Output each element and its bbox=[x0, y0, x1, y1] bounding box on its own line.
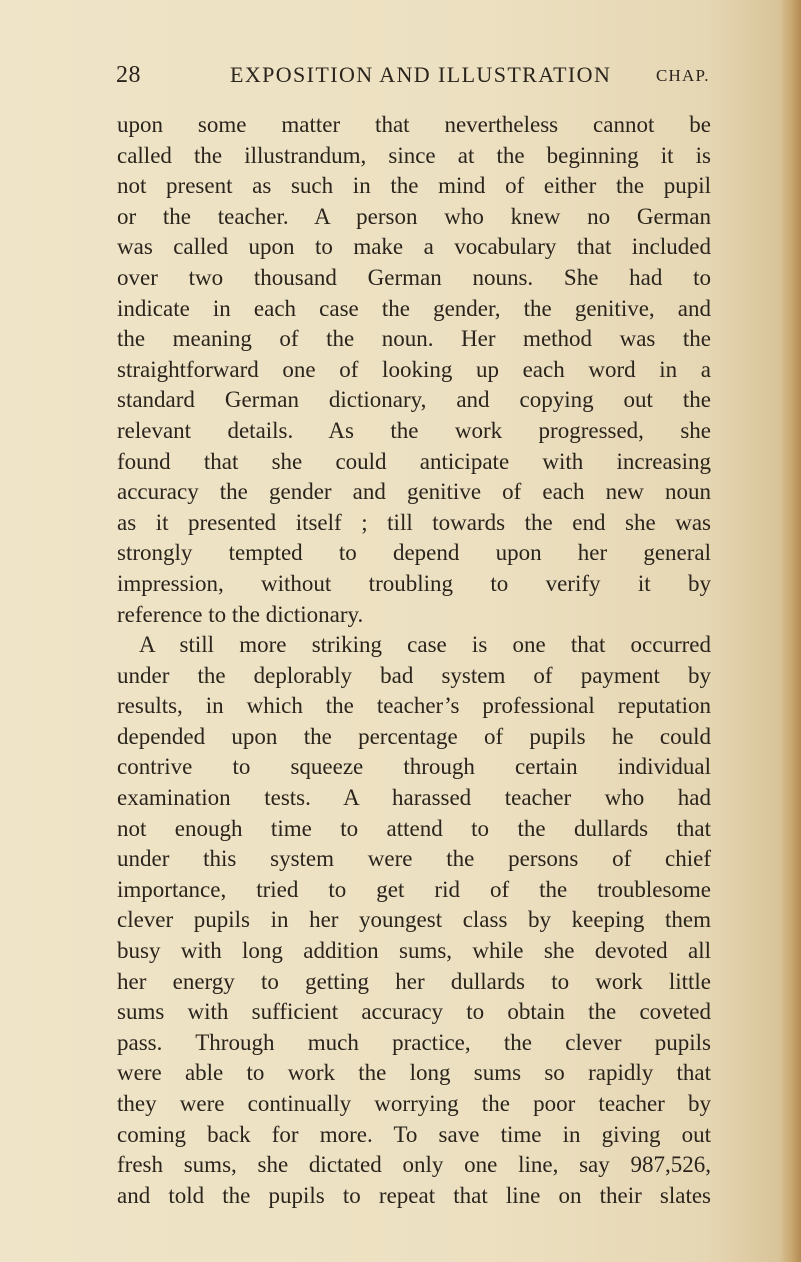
text-line: were able to work the long sums so rapidly that bbox=[117, 1060, 711, 1086]
text-line: over two thousand German nouns. She had to bbox=[117, 264, 711, 290]
text-line: examination tests. A harassed teacher who had bbox=[117, 785, 711, 811]
text-line: upon some matter that nevertheless cannot be bbox=[117, 112, 711, 137]
text-line: the meaning of the noun. Her method was the bbox=[117, 326, 711, 352]
text-line: contrive to squeeze through certain individual bbox=[117, 754, 711, 780]
text-line: impression, without troubling to verify it by bbox=[117, 570, 711, 596]
page-edge-shadow bbox=[781, 0, 801, 1262]
text-line: under the deplorably bad system of payment by bbox=[117, 662, 711, 688]
page-header bbox=[116, 62, 710, 92]
text-line: standard German dictionary, and copying out the bbox=[117, 387, 711, 413]
text-line: importance, tried to get rid of the troublesome bbox=[117, 876, 711, 902]
text-line: sums with sufficient accuracy to obtain the coveted bbox=[117, 999, 711, 1025]
text-line: not present as such in the mind of either the pupil bbox=[117, 173, 711, 199]
text-line: was called upon to make a vocabulary that included bbox=[117, 234, 711, 260]
text-line: pass. Through much practice, the clever pupils bbox=[117, 1029, 711, 1055]
text-line: accuracy the gender and genitive of each new noun bbox=[117, 479, 711, 505]
text-line: found that she could anticipate with increasing bbox=[117, 448, 711, 474]
text-line: depended upon the percentage of pupils he could bbox=[117, 723, 711, 749]
page-number: 28 bbox=[116, 62, 141, 88]
text-line: as it presented itself ; till towards the end she was bbox=[117, 509, 711, 535]
text-line: they were continually worrying the poor teacher by bbox=[117, 1091, 711, 1116]
text-line: relevant details. As the work progressed, she bbox=[117, 417, 711, 443]
text-line: under this system were the persons of chief bbox=[117, 846, 711, 872]
text-line: fresh sums, she dictated only one line, say 987,526, bbox=[117, 1152, 711, 1178]
text-line: results, in which the teacher’s professional reputation bbox=[117, 693, 711, 719]
text-line: not enough time to attend to the dullards that bbox=[117, 815, 711, 841]
text-line: coming back for more. To save time in giving out bbox=[117, 1121, 711, 1147]
text-line: or the teacher. A person who knew no German bbox=[117, 203, 711, 229]
text-line: indicate in each case the gender, the genitive, and bbox=[117, 295, 711, 321]
text-line: and told the pupils to repeat that line on their slates bbox=[117, 1182, 711, 1208]
body-text bbox=[117, 110, 711, 1211]
text-line: clever pupils in her youngest class by keeping them bbox=[117, 907, 711, 933]
text-line: A still more striking case is one that occurred bbox=[139, 632, 711, 658]
text-line: strongly tempted to depend upon her general bbox=[117, 540, 711, 566]
text-line: reference to the dictionary. bbox=[117, 601, 364, 627]
running-head: EXPOSITION AND ILLUSTRATION bbox=[230, 62, 612, 87]
text-line: straightforward one of looking up each word in a bbox=[117, 356, 711, 382]
text-line: called the illustrandum, since at the beginning it is bbox=[117, 142, 711, 168]
text-line: her energy to getting her dullards to work little bbox=[117, 968, 711, 994]
text-line: busy with long addition sums, while she devoted all bbox=[117, 938, 711, 964]
chapter-label: CHAP. bbox=[656, 66, 710, 85]
